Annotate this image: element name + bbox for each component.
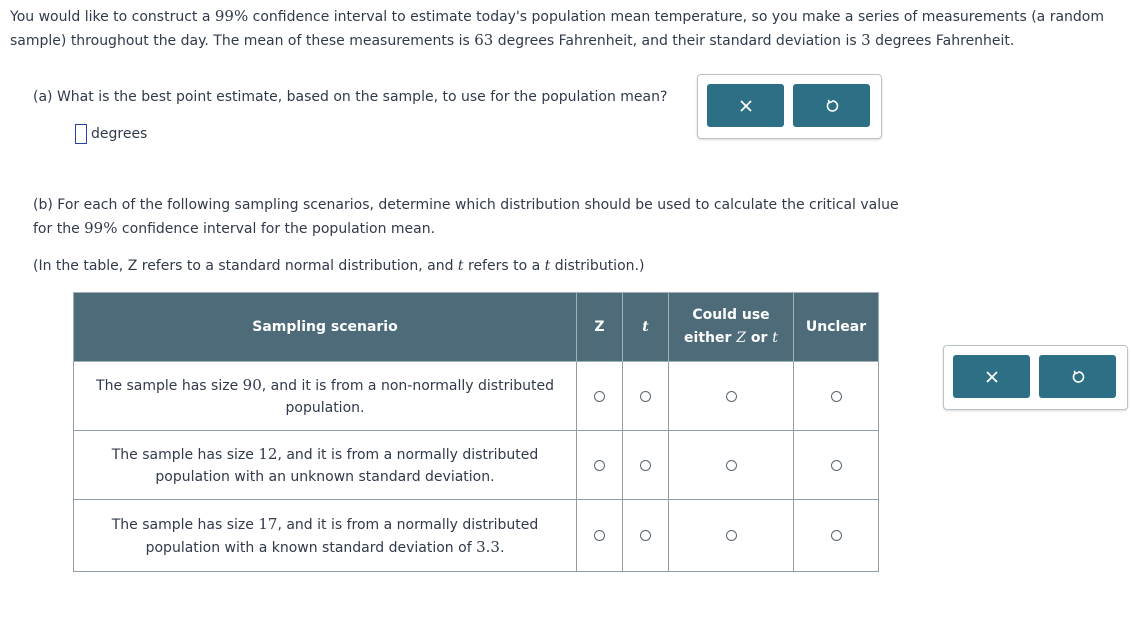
radio-t[interactable]: [640, 530, 651, 541]
header-t: t: [623, 293, 669, 362]
radio-unclear[interactable]: [831, 530, 842, 541]
table-row: [74, 500, 879, 572]
cell-z: [577, 500, 623, 572]
header-either: Could use either Z or t: [669, 293, 794, 362]
part-b-line-2: for the 99% confidence interval for the population mean.: [33, 219, 436, 237]
radio-unclear[interactable]: [831, 391, 842, 402]
problem-statement: [10, 5, 1120, 53]
cell-either: [669, 500, 794, 572]
radio-t[interactable]: [640, 460, 651, 471]
cell-unclear: [794, 431, 879, 500]
intro-text-3: degrees Fahrenheit, and their standard deviation is: [493, 33, 862, 49]
intro-text-2: confidence interval to estimate today's population mean temperature, so you make a series of measurements (a random sample) throughout the day. The mean of these measurements is: [10, 9, 1105, 49]
sample-sd: 3: [861, 31, 871, 49]
header-z: Z: [577, 293, 623, 362]
reset-button[interactable]: [1039, 355, 1116, 398]
sample-mean: 63: [474, 31, 494, 49]
cell-z: [577, 431, 623, 500]
confidence-level: 99%: [214, 7, 249, 25]
reset-button[interactable]: [793, 84, 870, 127]
part-b-question: [33, 194, 913, 241]
table-row: [74, 431, 879, 500]
intro-text-1: You would like to construct a: [10, 9, 215, 25]
header-unclear: Unclear: [794, 293, 879, 362]
part-b-line-1: (b) For each of the following sampling scenarios, determine which distribution should be used to calculate the critical value: [33, 197, 899, 213]
table-row: [74, 362, 879, 431]
cell-either: [669, 362, 794, 431]
radio-t[interactable]: [640, 391, 651, 402]
header-scenario: Sampling scenario: [74, 293, 577, 362]
undo-icon: [824, 98, 840, 114]
cell-either: [669, 431, 794, 500]
point-estimate-input[interactable]: [75, 124, 87, 144]
radio-either[interactable]: [726, 391, 737, 402]
clear-button[interactable]: [953, 355, 1030, 398]
part-a-question: (a) What is the best point estimate, based on the sample, to use for the population mean?: [33, 89, 668, 105]
part-b-button-panel: [943, 345, 1128, 410]
table-header-row: [74, 293, 879, 362]
radio-z[interactable]: [594, 530, 605, 541]
table-note: (In the table, Z refers to a standard normal distribution, and t refers to a t distribution.): [33, 258, 645, 274]
confidence-level-b: 99%: [84, 219, 118, 237]
part-a-button-panel: [697, 74, 882, 139]
undo-icon: [1070, 369, 1086, 385]
radio-either[interactable]: [726, 460, 737, 471]
part-a-answer-row: [75, 124, 147, 144]
clear-button[interactable]: [707, 84, 784, 127]
close-icon: [739, 99, 753, 113]
scenario-cell: The sample has size 17, and it is from a normally distributed population with a known standard deviation of 3.3.: [74, 500, 577, 572]
radio-either[interactable]: [726, 530, 737, 541]
radio-z[interactable]: [594, 391, 605, 402]
cell-unclear: [794, 362, 879, 431]
radio-z[interactable]: [594, 460, 605, 471]
radio-unclear[interactable]: [831, 460, 842, 471]
cell-unclear: [794, 500, 879, 572]
unit-label: degrees: [91, 126, 148, 142]
cell-t: [623, 500, 669, 572]
intro-text-4: degrees Fahrenheit.: [870, 33, 1015, 49]
cell-z: [577, 362, 623, 431]
distribution-table: [73, 292, 879, 572]
scenario-cell: The sample has size 12, and it is from a normally distributed population with an unknown standard deviation.: [74, 431, 577, 500]
cell-t: [623, 431, 669, 500]
scenario-cell: The sample has size 90, and it is from a non-normally distributed population.: [74, 362, 577, 431]
close-icon: [985, 370, 999, 384]
cell-t: [623, 362, 669, 431]
